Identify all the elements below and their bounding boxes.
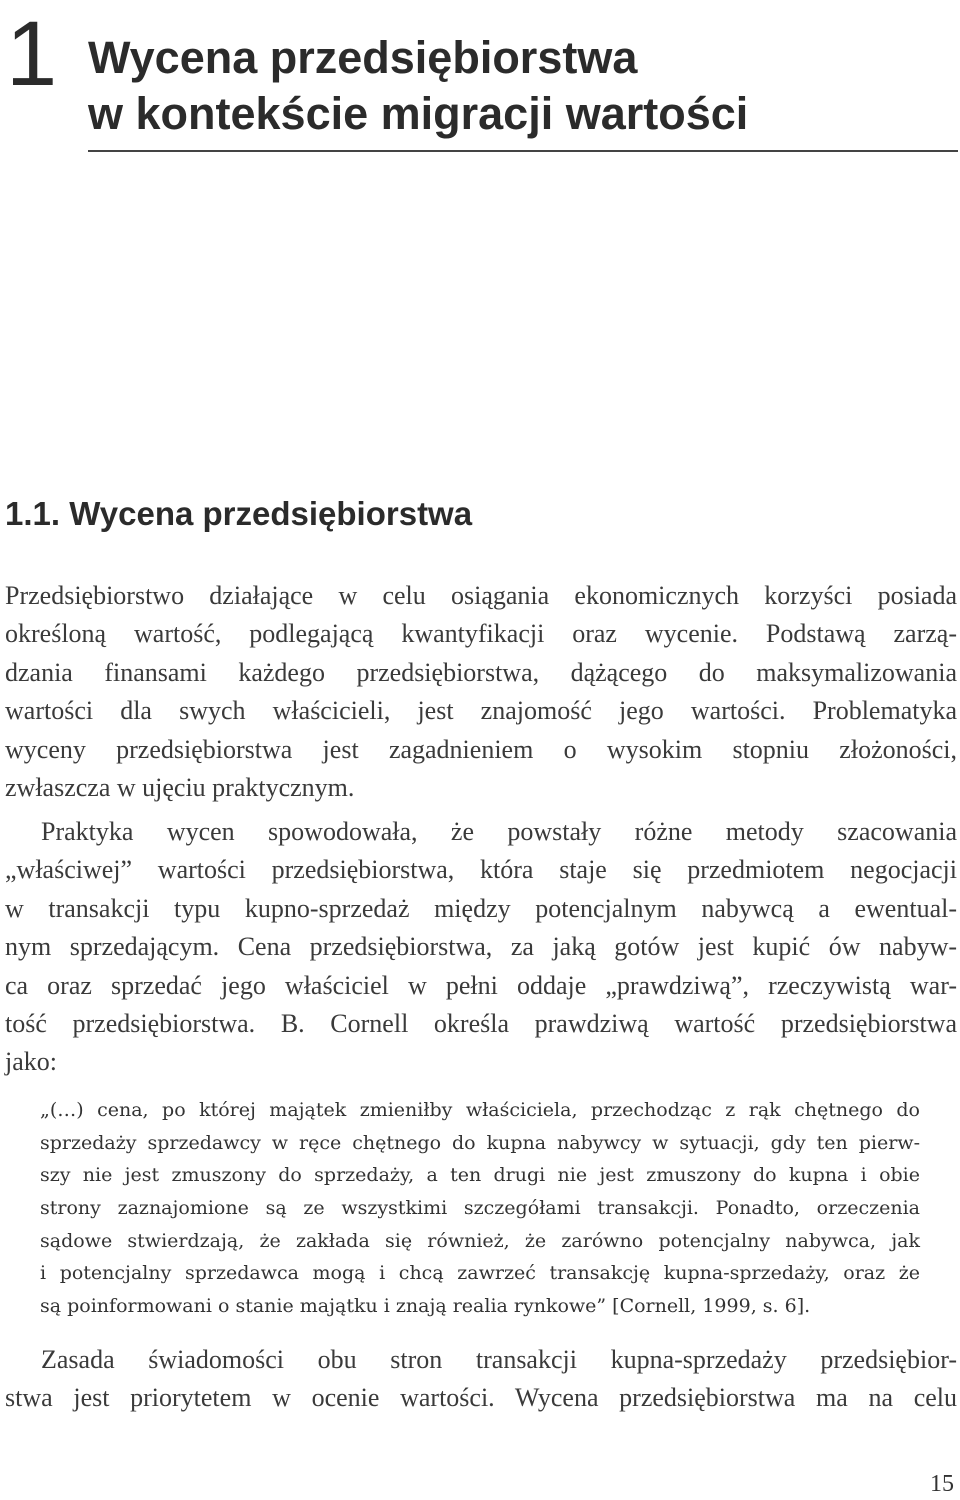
paragraph-line: Zasada świadomości obu stron transakcji kupna-sprzedaży przedsiębior- [41, 1345, 957, 1374]
paragraph-line: dzania finansami każdego przedsiębiorstwa, dążącego do maksymalizowania [5, 657, 957, 687]
title-rule [88, 150, 958, 152]
quote-line: strony zaznajomione są ze wszystkimi szczegółami transakcji. Ponadto, orzeczenia [40, 1197, 920, 1220]
paragraph-line: wyceny przedsiębiorstwa jest zagadnieniem o wysokim stopniu złożoności, [5, 734, 957, 764]
paragraph-line: Praktyka wycen spowodowała, że powstały różne metody szacowania [41, 817, 957, 846]
quote-line: sądowe stwierdzają, że zakłada się również, że zarówno potencjalny nabywca, jak [40, 1229, 920, 1252]
paragraph-3 [5, 1341, 957, 1418]
block-quote [40, 1094, 920, 1323]
quote-line: są poinformowani o stanie majątku i znają realia rynkowe” [Cornell, 1999, s. 6]. [40, 1295, 811, 1318]
chapter-title-line: Wycena przedsiębiorstwa [88, 32, 638, 83]
quote-line: sprzedaży sprzedawcy w ręce chętnego do kupna nabywcy w sytuacji, gdy ten pierw- [40, 1131, 920, 1154]
chapter-title-line: w kontekście migracji wartości [88, 88, 749, 139]
paragraph-line: wartości dla swych właścicieli, jest znajomość jego wartości. Problematyka [5, 696, 957, 726]
paragraph-line: nym sprzedającym. Cena przedsiębiorstwa, za jaką gotów jest kupić ów nabyw- [5, 932, 957, 962]
chapter-number: 1 [6, 3, 56, 105]
page-number: 15 [930, 1471, 954, 1497]
paragraph-line: ca oraz sprzedać jego właściciel w pełni oddaje „prawdziwą”, rzeczywistą war- [5, 970, 957, 1000]
paragraph-line: określoną wartość, podlegającą kwantyfikacji oraz wycenie. Podstawą zarzą- [5, 619, 957, 649]
quote-line: szy nie jest zmuszony do sprzedaży, a ten drugi nie jest zmuszony do kupna i obie [40, 1164, 920, 1187]
paragraph-line: zwłaszcza w ujęciu praktycznym. [5, 772, 355, 802]
paragraph-line: jako: [5, 1047, 57, 1077]
paragraph-line: w transakcji typu kupno-sprzedaż między potencjalnym nabywcą a ewentual- [5, 893, 957, 923]
paragraph-line: tość przedsiębiorstwa. B. Cornell określa prawdziwą wartość przedsiębiorstwa [5, 1008, 957, 1038]
paragraph-1 [5, 577, 957, 807]
section-heading: 1.1. Wycena przedsiębiorstwa [5, 495, 473, 532]
quote-line: „(…) cena, po której majątek zmieniłby właściciela, przechodząc z rąk chętnego do [40, 1099, 920, 1121]
chapter-title [88, 30, 948, 142]
paragraph-line: „właściwej” wartości przedsiębiorstwa, która staje się przedmiotem negocjacji [5, 855, 957, 885]
paragraph-line: stwa jest priorytetem w ocenie wartości. Wycena przedsiębiorstwa ma na celu [5, 1383, 957, 1413]
paragraph-2 [5, 813, 957, 1082]
paragraph-line: Przedsiębiorstwo działające w celu osiągania ekonomicznych korzyści posiada [5, 581, 957, 610]
quote-line: i potencjalny sprzedawca mogą i chcą zawrzeć transakcję kupna-sprzedaży, oraz że [40, 1262, 920, 1285]
